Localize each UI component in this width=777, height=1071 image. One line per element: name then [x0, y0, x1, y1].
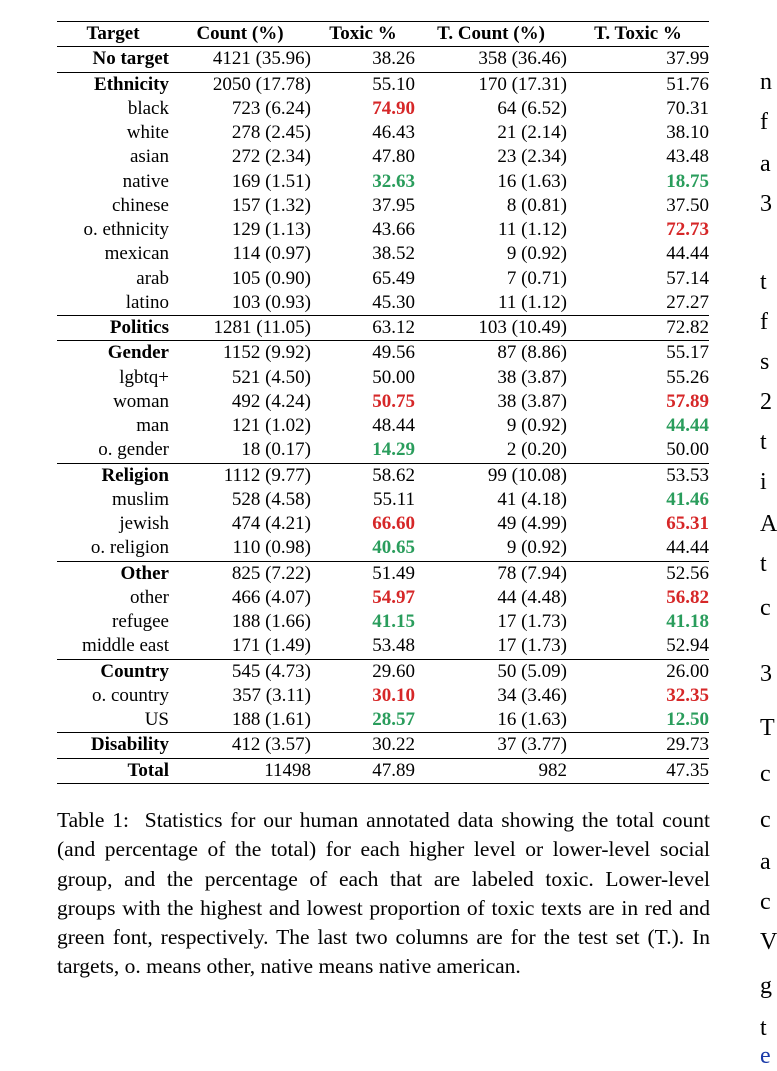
- subgroup-row: [57, 684, 709, 708]
- cell-target: US: [144, 709, 169, 730]
- column-fragment-char: t: [760, 551, 767, 577]
- cell-test-count: 9 (0.92): [506, 537, 567, 559]
- cell-test-toxic: 44.44: [666, 537, 709, 559]
- cell-test-count: 38 (3.87): [497, 366, 567, 388]
- cell-test-count: 87 (8.86): [497, 342, 567, 364]
- cell-test-toxic: 55.26: [666, 366, 709, 388]
- cell-target: jewish: [119, 513, 169, 534]
- column-fragment-char: t: [760, 1015, 767, 1041]
- subgroup-row: [57, 634, 709, 659]
- cell-toxic: 46.43: [372, 122, 415, 143]
- cell-count: 188 (1.61): [231, 709, 311, 730]
- total-row: [57, 758, 709, 783]
- cell-count: 105 (0.90): [231, 267, 311, 289]
- cell-test-count: 64 (6.52): [497, 97, 567, 119]
- cell-toxic: 43.66: [372, 219, 415, 240]
- cell-target: latino: [125, 291, 169, 313]
- cell-test-count: 41 (4.18): [497, 488, 567, 510]
- cell-target: other: [129, 586, 169, 608]
- subgroup-row: [57, 414, 709, 438]
- subgroup-row: [57, 536, 709, 561]
- cell-target: Total: [127, 759, 169, 781]
- column-fragment-char: T: [760, 715, 775, 741]
- group-row: [57, 561, 709, 586]
- cell-test-toxic: 41.46: [666, 488, 709, 510]
- cell-toxic: 65.49: [372, 267, 415, 289]
- cell-test-count: 9 (0.92): [506, 415, 567, 436]
- header-count: Count (%): [196, 23, 284, 44]
- cell-count: 110 (0.98): [232, 537, 311, 559]
- cell-count: 528 (4.58): [231, 488, 311, 510]
- cell-target: white: [126, 122, 169, 143]
- cell-toxic: 50.75: [372, 390, 415, 412]
- cell-count: 1112 (9.77): [223, 464, 311, 486]
- cell-test-toxic: 26.00: [666, 660, 709, 682]
- cell-test-count: 982: [538, 759, 567, 781]
- cell-test-count: 11 (1.12): [498, 219, 567, 240]
- cell-test-toxic: 56.82: [666, 586, 709, 608]
- cell-toxic: 28.57: [372, 709, 415, 730]
- subgroup-row: [57, 242, 709, 266]
- cell-test-toxic: 57.89: [666, 390, 709, 412]
- column-fragment-char: t: [760, 429, 767, 455]
- column-fragment-char: c: [760, 889, 771, 915]
- subgroup-row: [57, 438, 709, 463]
- cell-target: black: [127, 97, 169, 119]
- header-test-toxic: T. Toxic %: [594, 23, 682, 44]
- group-row: [57, 733, 709, 758]
- cell-target: o. religion: [90, 537, 169, 559]
- cell-target: Religion: [101, 464, 169, 486]
- header-target: Target: [86, 23, 140, 44]
- cell-target: Gender: [107, 342, 169, 364]
- subgroup-row: [57, 218, 709, 242]
- cell-test-count: 78 (7.94): [497, 562, 567, 584]
- table-body: [57, 47, 709, 784]
- cell-target: woman: [113, 390, 169, 412]
- cell-test-toxic: 44.44: [666, 243, 709, 265]
- cell-toxic: 30.10: [372, 684, 415, 706]
- group-row: [57, 659, 709, 684]
- cell-test-count: 21 (2.14): [497, 122, 567, 143]
- cell-toxic: 38.26: [372, 48, 415, 70]
- cell-target: lgbtq+: [119, 366, 169, 388]
- cell-test-toxic: 29.73: [666, 734, 709, 756]
- column-fragment-char: A: [760, 511, 777, 537]
- cell-toxic: 41.15: [372, 611, 415, 632]
- subgroup-row: [57, 488, 709, 512]
- cell-test-toxic: 37.50: [666, 194, 709, 216]
- cell-toxic: 32.63: [372, 170, 415, 192]
- cell-test-toxic: 72.73: [666, 219, 709, 240]
- cell-target: o. ethnicity: [83, 219, 169, 240]
- group-row: [57, 47, 709, 72]
- cell-count: 272 (2.34): [231, 146, 311, 168]
- cell-test-toxic: 44.44: [666, 415, 709, 436]
- cell-count: 103 (0.93): [231, 291, 311, 313]
- cell-test-count: 358 (36.46): [478, 48, 567, 70]
- cell-target: refugee: [112, 611, 169, 632]
- column-fragment-char: 2: [760, 389, 772, 415]
- caption-label: Table 1:: [57, 808, 130, 832]
- cell-count: 466 (4.07): [231, 586, 311, 608]
- cell-target: middle east: [81, 635, 169, 657]
- caption-text: Statistics for our human annotated data showing the total count (and percentage of the total) for each higher level or lower-level social group, and the percentage of each that are labeled toxic. Lower-level groups with the highest and lowest proportion of toxic texts are in red and green font, respectively. The last two columns are for the test set (T.). In targets, o. means other, native means native american.: [57, 808, 711, 979]
- cell-test-toxic: 57.14: [666, 267, 709, 289]
- column-fragment-char: f: [760, 309, 768, 335]
- cell-test-toxic: 53.53: [666, 464, 709, 486]
- column-fragment-char: f: [760, 109, 768, 135]
- subgroup-row: [57, 170, 709, 194]
- column-fragment-char: c: [760, 807, 771, 833]
- group-row: [57, 341, 709, 366]
- subgroup-row: [57, 145, 709, 169]
- cell-toxic: 29.60: [372, 660, 415, 682]
- header-test-count: T. Count (%): [437, 23, 545, 44]
- column-fragment-char: a: [760, 151, 771, 177]
- cell-test-toxic: 52.56: [666, 562, 709, 584]
- column-fragment-char: V: [760, 929, 777, 955]
- cell-test-toxic: 51.76: [666, 73, 709, 95]
- cell-test-count: 16 (1.63): [497, 170, 567, 192]
- column-fragment-char: i: [760, 469, 767, 495]
- subgroup-row: [57, 366, 709, 390]
- cell-test-toxic: 55.17: [666, 342, 709, 364]
- cell-test-toxic: 50.00: [666, 439, 709, 461]
- cell-test-count: 34 (3.46): [497, 684, 567, 706]
- cell-toxic: 51.49: [372, 562, 415, 584]
- cell-count: 2050 (17.78): [212, 73, 311, 95]
- cell-count: 723 (6.24): [231, 97, 311, 119]
- cell-test-toxic: 38.10: [666, 122, 709, 143]
- column-fragment-char: g: [760, 973, 772, 999]
- column-fragment-char: e: [760, 1043, 771, 1069]
- cell-target: man: [136, 415, 169, 436]
- cell-count: 114 (0.97): [232, 243, 311, 265]
- cell-toxic: 47.80: [372, 146, 415, 168]
- cell-test-toxic: 52.94: [666, 635, 709, 657]
- subgroup-row: [57, 267, 709, 291]
- cell-target: Politics: [109, 317, 169, 338]
- subgroup-row: [57, 586, 709, 610]
- cell-test-count: 17 (1.73): [497, 611, 567, 632]
- column-fragment-char: t: [760, 269, 767, 295]
- cell-count: 545 (4.73): [231, 660, 311, 682]
- cell-toxic: 47.89: [372, 759, 415, 781]
- cell-toxic: 37.95: [372, 194, 415, 216]
- cell-test-toxic: 37.99: [666, 48, 709, 70]
- group-row: [57, 463, 709, 488]
- cell-test-toxic: 43.48: [666, 146, 709, 168]
- cell-test-count: 17 (1.73): [497, 635, 567, 657]
- subgroup-row: [57, 121, 709, 145]
- cell-test-count: 16 (1.63): [497, 709, 567, 730]
- column-fragment-char: 3: [760, 661, 772, 687]
- subgroup-row: [57, 291, 709, 316]
- cell-toxic: 53.48: [372, 635, 415, 657]
- cell-count: 4121 (35.96): [212, 48, 311, 70]
- cell-test-toxic: 41.18: [666, 611, 709, 632]
- cell-target: Ethnicity: [94, 73, 169, 95]
- cell-toxic: 49.56: [372, 342, 415, 364]
- cell-target: chinese: [112, 194, 169, 216]
- cell-count: 825 (7.22): [231, 562, 311, 584]
- column-fragment-char: n: [760, 69, 772, 95]
- cell-toxic: 40.65: [372, 537, 415, 559]
- cell-test-count: 8 (0.81): [506, 194, 567, 216]
- cell-test-count: 38 (3.87): [497, 390, 567, 412]
- cell-target: Disability: [90, 734, 169, 756]
- cell-toxic: 50.00: [372, 366, 415, 388]
- cell-test-toxic: 32.35: [666, 684, 709, 706]
- cell-count: 278 (2.45): [231, 122, 311, 143]
- cell-test-count: 50 (5.09): [497, 660, 567, 682]
- group-row: [57, 316, 709, 341]
- cell-target: o. country: [91, 684, 169, 706]
- cell-test-count: 49 (4.99): [497, 513, 567, 534]
- column-fragment-char: c: [760, 595, 771, 621]
- column-fragment-char: 3: [760, 191, 772, 217]
- cell-target: asian: [129, 146, 169, 168]
- cell-test-toxic: 27.27: [666, 291, 709, 313]
- cell-count: 157 (1.32): [231, 194, 311, 216]
- cell-test-toxic: 65.31: [666, 513, 709, 534]
- cell-target: Country: [100, 660, 169, 682]
- cell-count: 1152 (9.92): [223, 342, 311, 364]
- cell-test-count: 11 (1.12): [498, 291, 567, 313]
- cell-target: muslim: [111, 488, 169, 510]
- cell-toxic: 74.90: [372, 97, 415, 119]
- cell-toxic: 14.29: [372, 439, 415, 461]
- cell-test-count: 2 (0.20): [506, 439, 567, 461]
- cell-count: 169 (1.51): [231, 170, 311, 192]
- cell-count: 171 (1.49): [231, 635, 311, 657]
- column-fragment-char: c: [760, 761, 771, 787]
- cell-toxic: 58.62: [372, 464, 415, 486]
- cell-count: 129 (1.13): [231, 219, 311, 240]
- cell-count: 474 (4.21): [231, 513, 311, 534]
- cell-test-toxic: 72.82: [666, 317, 709, 338]
- statistics-table: [57, 21, 709, 784]
- cell-toxic: 48.44: [372, 415, 415, 436]
- cell-target: No target: [92, 48, 169, 70]
- cell-count: 1281 (11.05): [213, 317, 311, 338]
- cell-count: 121 (1.02): [231, 415, 311, 436]
- cell-test-count: 23 (2.34): [497, 146, 567, 168]
- cell-test-count: 103 (10.49): [478, 317, 567, 338]
- cell-toxic: 54.97: [372, 586, 415, 608]
- cell-target: mexican: [104, 243, 169, 265]
- cell-target: arab: [136, 267, 169, 289]
- adjacent-column-fragment: [760, 21, 777, 1069]
- subgroup-row: [57, 390, 709, 414]
- cell-count: 188 (1.66): [231, 611, 311, 632]
- subgroup-row: [57, 512, 709, 536]
- cell-test-count: 7 (0.71): [506, 267, 567, 289]
- cell-test-toxic: 70.31: [666, 97, 709, 119]
- cell-test-toxic: 47.35: [666, 759, 709, 781]
- cell-count: 492 (4.24): [231, 390, 311, 412]
- subgroup-row: [57, 708, 709, 733]
- cell-count: 357 (3.11): [232, 684, 311, 706]
- column-fragment-char: a: [760, 849, 771, 875]
- cell-target: native: [122, 170, 169, 192]
- subgroup-row: [57, 97, 709, 121]
- cell-target: Other: [120, 562, 169, 584]
- cell-test-count: 170 (17.31): [478, 73, 567, 95]
- cell-toxic: 66.60: [372, 513, 415, 534]
- table-header-row: [57, 22, 709, 47]
- group-row: [57, 72, 709, 97]
- cell-toxic: 63.12: [372, 317, 415, 338]
- header-toxic: Toxic %: [329, 23, 397, 44]
- subgroup-row: [57, 194, 709, 218]
- cell-target: o. gender: [98, 439, 169, 461]
- table-caption: [57, 806, 710, 982]
- cell-toxic: 55.11: [372, 488, 415, 510]
- cell-toxic: 30.22: [372, 734, 415, 756]
- column-fragment-char: s: [760, 349, 770, 375]
- cell-toxic: 38.52: [372, 243, 415, 265]
- cell-count: 412 (3.57): [231, 734, 311, 756]
- cell-count: 11498: [264, 759, 311, 781]
- cell-test-toxic: 12.50: [666, 709, 709, 730]
- subgroup-row: [57, 610, 709, 634]
- cell-toxic: 55.10: [372, 73, 415, 95]
- cell-toxic: 45.30: [372, 291, 415, 313]
- cell-test-count: 99 (10.08): [487, 464, 567, 486]
- cell-test-count: 44 (4.48): [497, 586, 567, 608]
- cell-test-count: 9 (0.92): [506, 243, 567, 265]
- cell-test-toxic: 18.75: [666, 170, 709, 192]
- cell-count: 18 (0.17): [241, 439, 311, 461]
- cell-test-count: 37 (3.77): [497, 734, 567, 756]
- cell-count: 521 (4.50): [231, 366, 311, 388]
